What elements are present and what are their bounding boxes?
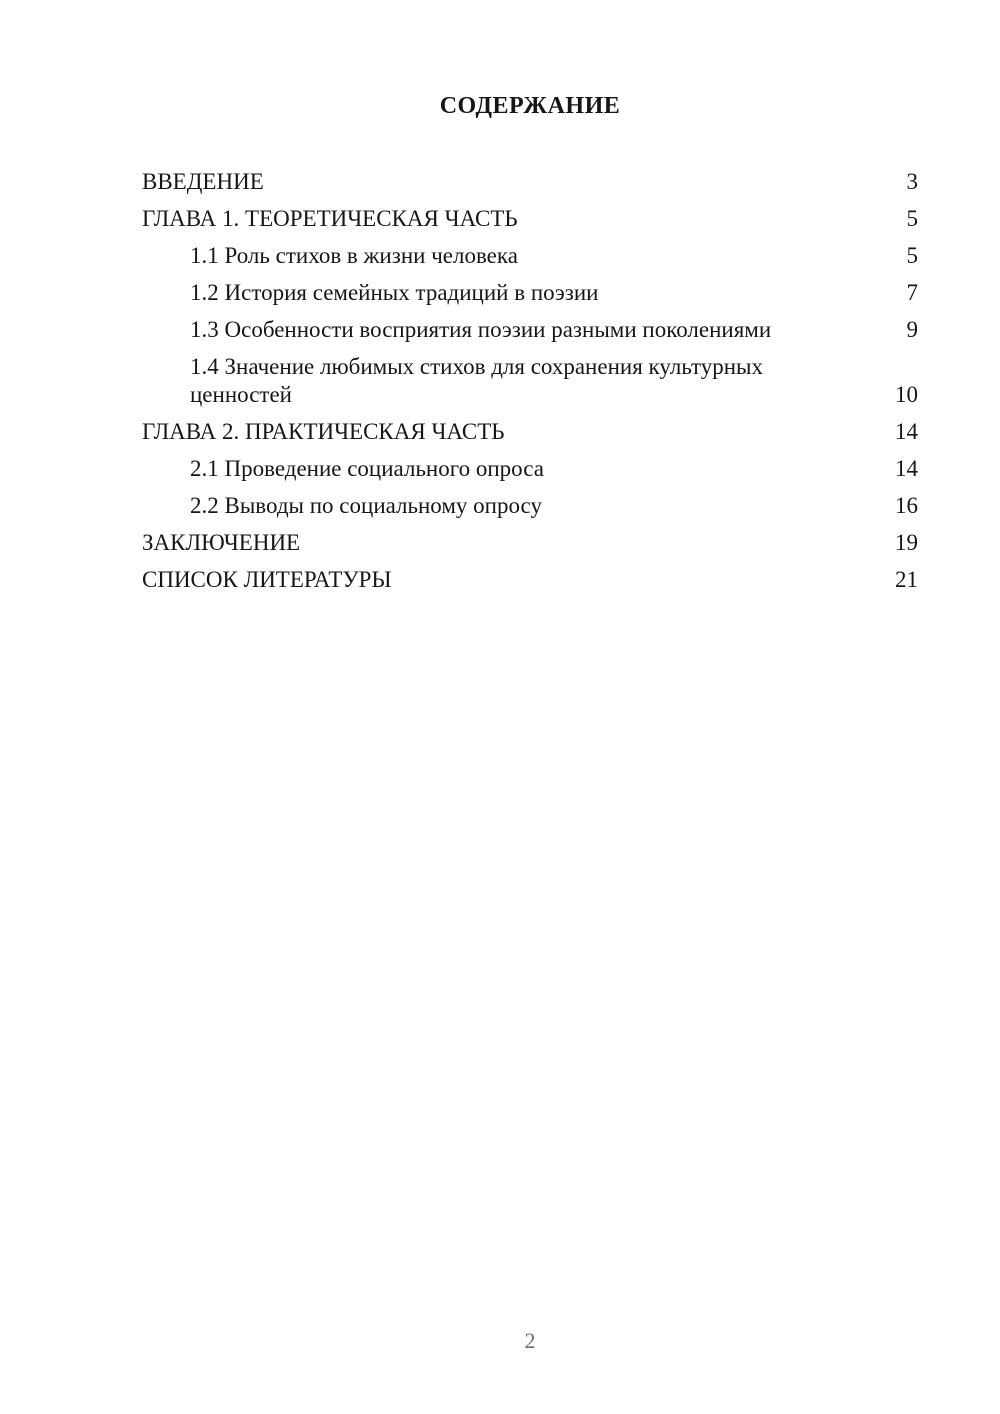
toc-entry [142,566,918,594]
toc-entry [142,168,918,196]
toc-entry-label [142,455,544,483]
toc-entry-page: 19 [895,530,918,555]
toc-entry-label [142,205,518,233]
toc-entry-label [142,242,518,270]
toc-entry-page: 9 [906,317,918,342]
toc-entry-label [142,279,599,307]
toc-entry-page: 14 [895,456,918,481]
toc-entry [142,529,918,557]
toc-entry-label-line2: ценностей [190,382,292,407]
toc-entry-label-line1: 1.2 История семейных традиций в поэзии [190,280,599,305]
toc-entry [142,316,918,344]
toc-entry [142,418,918,446]
toc-entry-page: 16 [895,493,918,518]
toc-entry-label [142,316,771,344]
page-title: СОДЕРЖАНИЕ [439,93,621,119]
toc-entry-label-line1: СПИСОК ЛИТЕРАТУРЫ [142,567,392,592]
toc-entry-page: 3 [906,169,918,194]
toc-entry-label-line1: 1.3 Особенности восприятия поэзии разными поколениями [190,317,772,342]
toc-entry-label-line1: 2.1 Проведение социального опроса [190,456,544,481]
toc-entry-label-line1: ЗАКЛЮЧЕНИЕ [142,530,301,555]
toc-entry-label-line1: 2.2 Выводы по социальному опросу [190,493,542,518]
toc-entry-label [142,168,264,196]
toc-entry-page: 10 [895,382,918,407]
toc-entry-label [142,492,542,520]
toc-entry-page: 5 [906,206,918,231]
toc-entry-label [142,353,763,409]
toc-entry-label-line1: ГЛАВА 1. ТЕОРЕТИЧЕСКАЯ ЧАСТЬ [142,206,518,231]
toc-entry-page: 14 [895,419,918,444]
toc-entry [142,492,918,520]
toc-entry-label [142,566,392,594]
toc-entry [142,242,918,270]
page-content [0,0,1000,594]
toc-entry-page: 21 [895,567,918,592]
toc-entry-page: 5 [906,243,918,268]
toc-entry-label [142,529,300,557]
toc-entry [142,279,918,307]
toc-entry-page: 7 [906,280,918,305]
toc-entry-label-line1: ВВЕДЕНИЕ [142,169,264,194]
toc-entry [142,353,918,409]
toc-entry-label-line1: ГЛАВА 2. ПРАКТИЧЕСКАЯ ЧАСТЬ [142,419,505,444]
toc-entry-label-line1: 1.1 Роль стихов в жизни человека [190,243,518,268]
toc-entry-label [142,418,505,446]
toc-entry-label-line1: 1.4 Значение любимых стихов для сохранения культурных [190,354,763,379]
footer-page-number: 2 [524,1328,536,1353]
toc-entry [142,455,918,483]
table-of-contents [142,168,918,594]
toc-entry [142,205,918,233]
